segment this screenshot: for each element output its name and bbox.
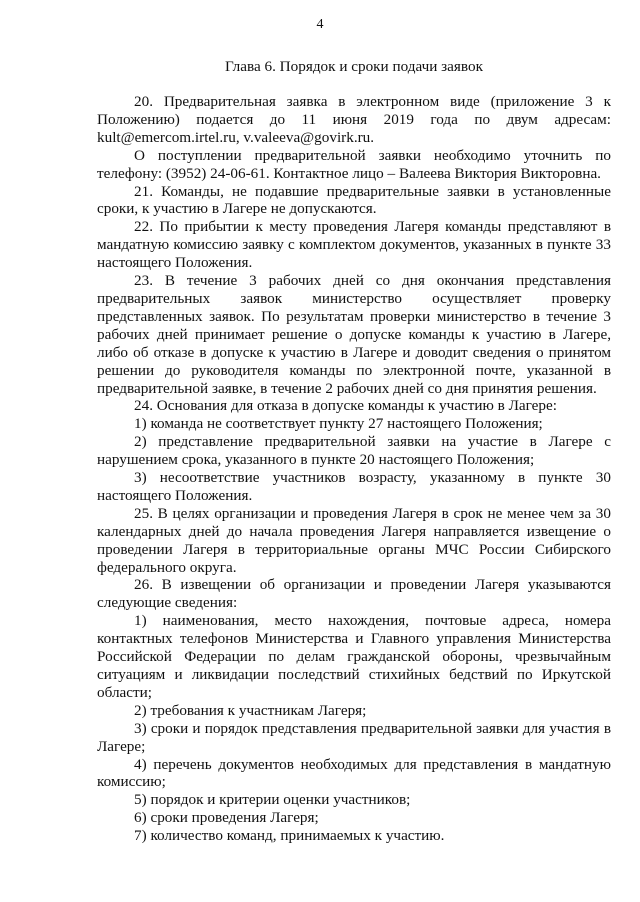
list-item-26-4: 4) перечень документов необходимых для представления в мандатную комиссию; xyxy=(97,755,611,791)
list-item-26-1: 1) наименования, место нахождения, почтовые адреса, номера контактных телефонов Министерства и Главного управления Министерства Российской Федерации по делам гражданской обороны, чрезвычайным ситуациям и ликвидации последствий стихийных бедствий по Иркутской области; xyxy=(97,612,611,701)
list-item-26-2: 2) требования к участникам Лагеря; xyxy=(134,701,367,719)
list-item-24-3: 3) несоответствие участников возрасту, указанному в пункте 30 настоящего Положения. xyxy=(97,469,611,504)
list-item-26-6: 6) сроки проведения Лагеря; xyxy=(134,809,319,827)
list-item-26-5: 5) порядок и критерии оценки участников; xyxy=(134,791,411,809)
chapter-title: Глава 6. Порядок и сроки подачи заявок xyxy=(225,58,483,75)
paragraph-20: 20. Предварительная заявка в электронном виде (приложение 3 к Положению) подается до 11 июня 2019 года по двум адресам: kult@emercom.irtel.ru, v.valeeva@govirk.ru. xyxy=(97,93,611,146)
list-item-26-7: 7) количество команд, принимаемых к участию. xyxy=(134,827,445,845)
body-text xyxy=(97,93,611,845)
paragraph-25: 25. В целях организации и проведения Лагеря в срок не менее чем за 30 календарных дней до начала проведения Лагеря направляется извещение о проведении Лагеря в территориальные органы МЧС России Сибирского федерального округа. xyxy=(97,504,611,576)
list-item-24-2: 2) представление предварительной заявки на участие в Лагере с нарушением срока, указанного в пункте 20 настоящего Положения; xyxy=(97,433,611,469)
page-number: 4 xyxy=(316,17,324,32)
list-item-24-1: 1) команда не соответствует пункту 27 настоящего Положения; xyxy=(134,415,543,433)
paragraph-21: 21. Команды, не подавшие предварительные заявки в установленные сроки, к участию в Лагере не допускаются. xyxy=(97,182,611,218)
list-item-26-3: 3) сроки и порядок представления предварительной заявки для участия в Лагере; xyxy=(97,719,611,755)
paragraph-26: 26. В извещении об организации и проведении Лагеря указываются следующие сведения: xyxy=(97,576,611,612)
paragraph-24: 24. Основания для отказа в допуске команды к участию в Лагере: xyxy=(134,397,557,415)
paragraph-23: 23. В течение 3 рабочих дней со дня окончания представления предварительных заявок министерство осуществляет проверку представленных заявок. По результатам проверки министерство в течение 3 рабочих дней принимает решение о допуске команды к участию в Лагере, либо об отказе в допуске к участию в Лагере и доводит сведения о принятом решении до руководителя команды по электронной почте, указанной в предварительной заявке, в течение 2 рабочих дней со дня принятия решения. xyxy=(97,272,611,397)
paragraph-22: 22. По прибытии к месту проведения Лагеря команды представляют в мандатную комиссию заявку с комплектом документов, указанных в пункте 33 настоящего Положения. xyxy=(97,218,611,272)
paragraph-contact: О поступлении предварительной заявки необходимо уточнить по телефону: (3952) 24-06-61. Контактное лицо – Валеева Виктория Викторовна. xyxy=(97,146,611,182)
